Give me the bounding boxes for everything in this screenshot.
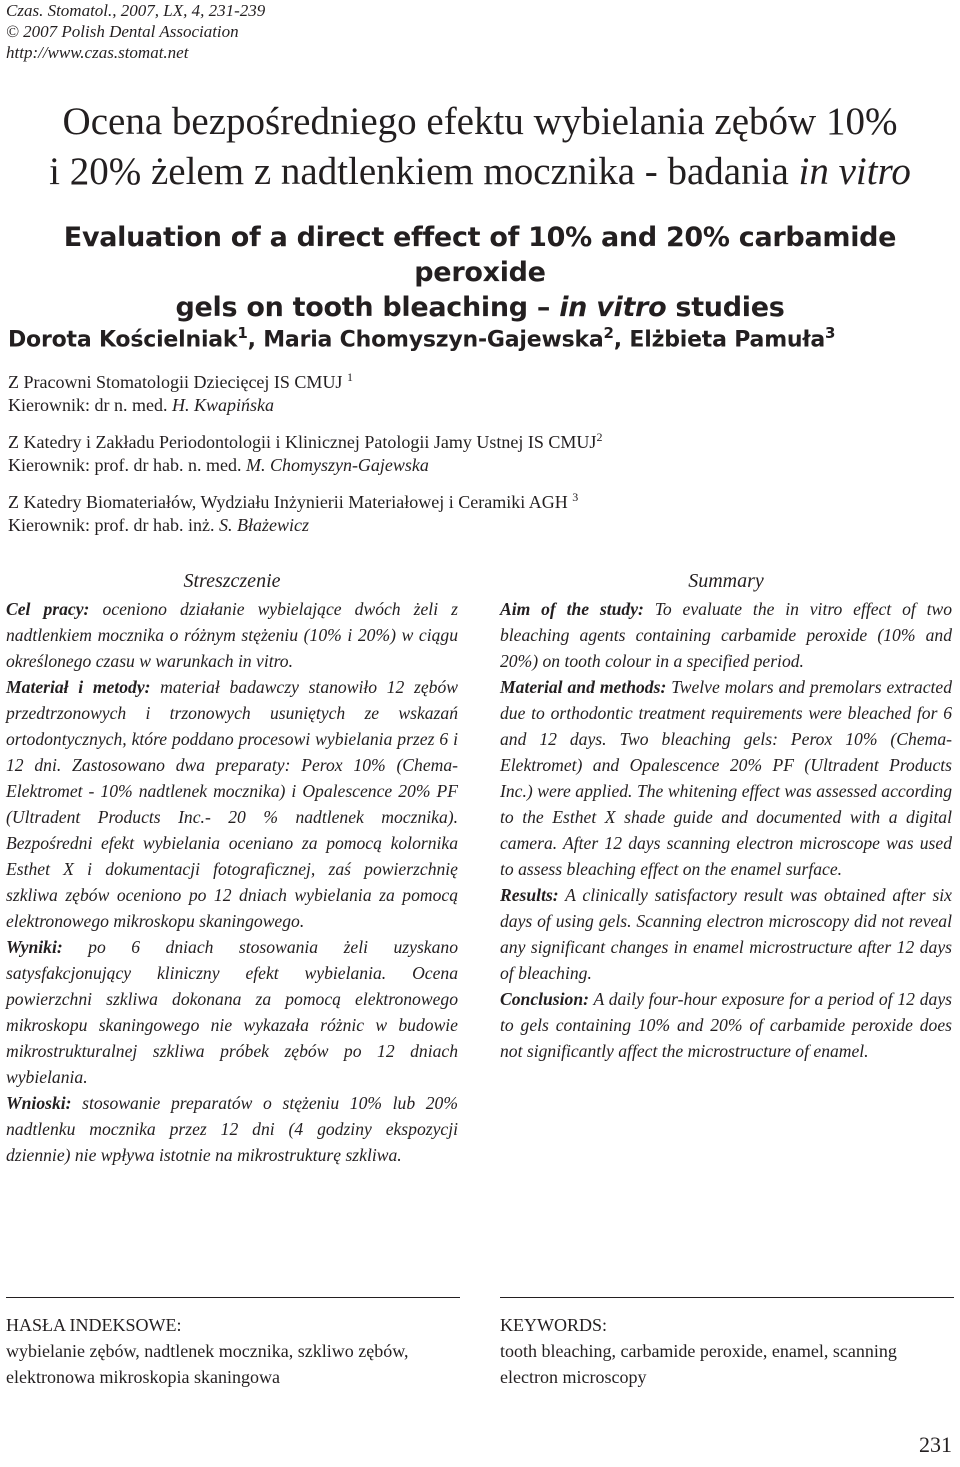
journal-header — [6, 0, 265, 63]
divider-right — [500, 1297, 954, 1298]
journal-citation: Czas. Stomatol., 2007, LX, 4, 231-239 — [6, 1, 266, 20]
divider-left — [6, 1297, 460, 1298]
abstract-results-english: Results: A clinically satisfactory result was obtained after six days of using gels. Scanning electron microscopy did not reveal any significant changes in enamel microstructure after 12 days of bleaching. — [500, 885, 952, 983]
abstract-methods-english: Material and methods: Twelve molars and premolars extracted due to orthodontic treatment requirements were bleached for 6 and 12 days. Two bleaching gels: Perox 10% (Chema-Elektromet) and Opalescence 20% PF (Ultradent Products Inc.) were applied. The whitening effect was assessed according to the Esthet X shade guide and documented with a digital camera. After 12 days scanning electron microscope was used to assess bleaching effect on the enamel surface. — [500, 677, 952, 879]
copyright-line: © 2007 Polish Dental Association — [6, 22, 239, 41]
article-title-polish — [0, 97, 960, 197]
title-line-2: i 20% żelem z nadtlenkiem mocznika - badania in vitro — [49, 150, 911, 193]
abstract-aim-english: Aim of the study: To evaluate the in vitro effect of two bleaching agents containing carbamide peroxide (10% and 20%) on tooth colour in a specified period. — [500, 599, 952, 671]
author-list: Dorota Kościelniak$^1$, Maria Chomyszyn-Gajewska$^2$, Elżbieta Pamuła$^3$ — [8, 324, 836, 353]
subtitle-line-2: gels on tooth bleaching – in vitro studies — [175, 292, 785, 323]
abstract-polish — [6, 566, 458, 1168]
keywords-polish — [6, 1312, 461, 1390]
journal-url: http://www.czas.stomat.net — [6, 43, 189, 62]
abstract-english — [500, 566, 952, 1064]
abstract-conclusion-english: Conclusion: A daily four-hour exposure for a period of 12 days to gels containing 10% and 20% of carbamide peroxide does not significantly affect the microstructure of enamel. — [500, 989, 952, 1061]
abstract-heading-english: Summary — [688, 570, 764, 592]
abstract-aim-polish: Cel pracy: oceniono działanie wybielające dwóch żeli z nadtlenkiem mocznika o różnym stężeniu (10% i 20%) w ciągu określonego czasu w warunkach in vitro. — [6, 599, 458, 671]
affiliation-2: Z Katedry i Zakładu Periodontologii i Klinicznej Patologii Jamy Ustnej IS CMUJ$^2$ Kierownik: prof. dr hab. n. med. M. Chomyszyn-Gajewska — [8, 430, 603, 475]
title-line-1: Ocena bezpośredniego efektu wybielania zębów 10% — [62, 100, 898, 143]
page-number: 231 — [919, 1432, 952, 1457]
article-title-english — [0, 220, 960, 325]
keywords-heading-english: KEYWORDS: — [500, 1315, 607, 1335]
abstract-conclusions-polish: Wnioski: stosowanie preparatów o stężeniu 10% lub 20% nadtlenku mocznika przez 12 dni (4 godziny ekspozycji dziennie) nie wpływa istotnie na mikrostrukturę szkliwa. — [6, 1093, 458, 1165]
abstract-heading-polish: Streszczenie — [183, 570, 281, 592]
keywords-text-polish: wybielanie zębów, nadtlenek mocznika, szkliwo zębów, elektronowa mikroskopia skaningowa — [6, 1341, 409, 1387]
affiliation-3: Z Katedry Biomateriałów, Wydziału Inżynierii Materiałowej i Ceramiki AGH $^3$ Kierownik: prof. dr hab. inż. S. Błażewicz — [8, 490, 579, 535]
abstract-methods-polish: Materiał i metody: materiał badawczy stanowiło 12 zębów przedtrzonowych i trzonowych usuniętych ze wskazań ortodontycznych, które poddano procesowi wybielania przez 6 i 12 dni. Zastosowano dwa preparaty: Perox 10% (Chema-Elektromet - 10% nadtlenek mocznika) i Opalescence 20% PF (Ultradent Products Inc.- 20 % nadtlenek mocznika). Bezpośredni efekt wybielania oceniano za pomocą kolornika Esthet X i dokumentacji fotograficznej, zaś powierzchnię szkliwa zębów oceniono po 12 dniach wybielania za pomocą elektronowego mikroskopu skaningowego. — [6, 677, 458, 931]
abstract-results-polish: Wyniki: po 6 dniach stosowania żeli uzyskano satysfakcjonujący kliniczny efekt wybielania. Ocena powierzchni szkliwa dokonana za pomocą elektronowego mikroskopu skaningowego nie wykazała różnic w budowie mikrostrukturalnej szkliwa próbek zębów po 12 dniach wybielania. — [6, 937, 458, 1087]
keywords-heading-polish: HASŁA INDEKSOWE: — [6, 1315, 182, 1335]
keywords-text-english: tooth bleaching, carbamide peroxide, enamel, scanning electron microscopy — [500, 1341, 897, 1387]
affiliation-1: Z Pracowni Stomatologii Dziecięcej IS CMUJ $^1$ Kierownik: dr n. med. H. Kwapińska — [8, 370, 353, 415]
subtitle-line-1: Evaluation of a direct effect of 10% and 20% carbamide peroxide — [63, 222, 897, 288]
keywords-english — [500, 1312, 955, 1390]
